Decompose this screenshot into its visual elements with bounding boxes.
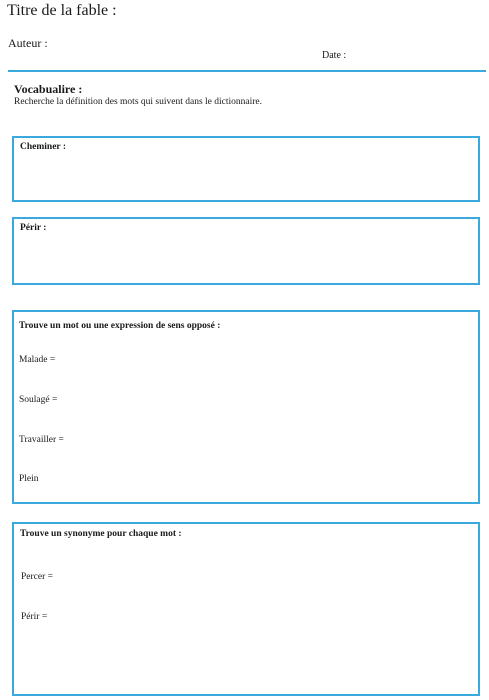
opposite-item-plein: Plein: [19, 474, 39, 484]
definition-label-perir: Périr :: [20, 223, 47, 233]
definition-label-cheminer: Cheminer :: [20, 142, 66, 152]
date-label: Date :: [322, 50, 347, 61]
vocabulary-instruction: Recherche la définition des mots qui suivent dans le dictionnaire.: [14, 97, 262, 107]
definition-box-cheminer[interactable]: [12, 136, 480, 202]
opposites-heading: Trouve un mot ou une expression de sens opposé :: [19, 321, 221, 331]
opposite-item-malade: Malade =: [19, 355, 56, 365]
synonyms-heading: Trouve un synonyme pour chaque mot :: [20, 529, 182, 539]
definition-box-perir[interactable]: [12, 217, 480, 285]
opposite-item-travailler: Travailler =: [19, 435, 64, 445]
opposite-item-soulage: Soulagé =: [19, 395, 58, 405]
synonym-item-perir: Périr =: [21, 612, 48, 622]
opposites-box[interactable]: [12, 310, 480, 504]
fable-title-label: Titre de la fable :: [7, 2, 117, 19]
author-label: Auteur :: [8, 36, 48, 50]
header-divider: [8, 70, 486, 72]
synonym-item-percer: Percer =: [21, 572, 53, 582]
vocabulary-heading: Vocabualire :: [14, 82, 83, 96]
synonyms-box[interactable]: [12, 522, 480, 696]
